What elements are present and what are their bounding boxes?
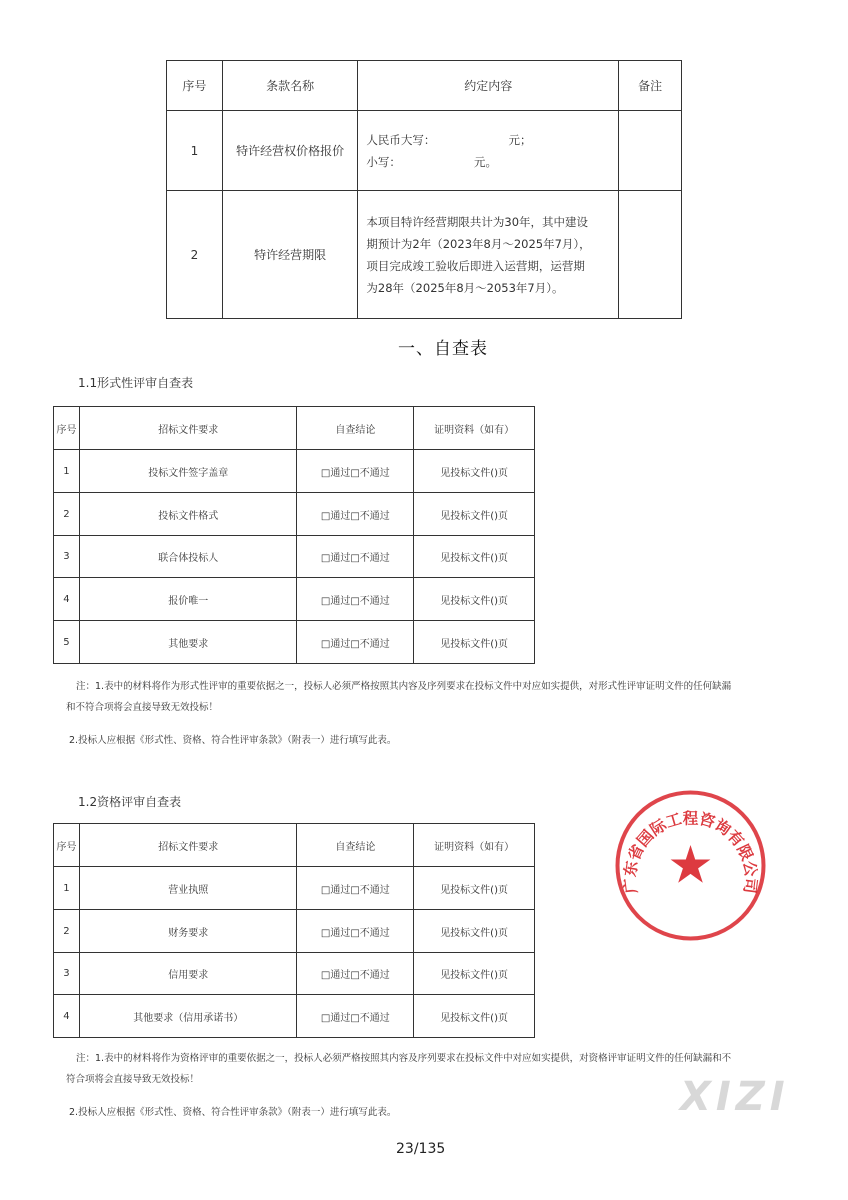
- evidence-cell: 见投标文件()页: [414, 493, 535, 536]
- remark-cell: [619, 191, 682, 319]
- seal-text: 广东省国际工程咨询有限公司: [620, 808, 761, 895]
- page-number: 23/135: [396, 1141, 446, 1157]
- row-number: 3: [54, 953, 80, 995]
- section-heading: 一、自查表: [398, 339, 488, 359]
- requirement-cell: 其他要求: [79, 621, 297, 664]
- conclusion-cell: □通过□不通过: [297, 493, 414, 536]
- qualification-review-table: [53, 823, 535, 1038]
- evidence-cell: 见投标文件()页: [414, 536, 535, 578]
- requirement-cell: 财务要求: [79, 910, 297, 953]
- table-row: [54, 621, 535, 664]
- header-cell: 序号: [167, 61, 223, 111]
- evidence-cell: 见投标文件()页: [414, 910, 535, 953]
- row-number: 4: [54, 995, 80, 1038]
- conclusion-cell: □通过□不通过: [297, 867, 414, 910]
- evidence-cell: 见投标文件()页: [414, 450, 535, 493]
- header-cell: 自查结论: [297, 824, 414, 867]
- requirement-cell: 投标文件签字盖章: [79, 450, 297, 493]
- header-cell: 证明资料（如有）: [414, 824, 535, 867]
- row-number: 1: [167, 111, 223, 191]
- form-review-title: 1.1形式性评审自查表: [78, 376, 194, 390]
- evidence-cell: 见投标文件()页: [414, 578, 535, 621]
- star-icon: [671, 845, 711, 883]
- row-number: 2: [167, 191, 223, 319]
- table-row: [54, 493, 535, 536]
- content-line: 小写： 元。: [366, 154, 498, 169]
- row-number: 5: [54, 621, 80, 664]
- header-cell: 证明资料（如有）: [414, 407, 535, 450]
- header-cell: 约定内容: [358, 61, 619, 111]
- table-row: [54, 450, 535, 493]
- company-seal-stamp: [613, 788, 768, 943]
- form-review-note-1-cont: 和不符合项将会直接导致无效投标！: [66, 702, 219, 713]
- table-row: [54, 536, 535, 578]
- requirement-cell: 联合体投标人: [79, 536, 297, 578]
- conclusion-cell: □通过□不通过: [297, 910, 414, 953]
- form-review-note-2: 2.投标人应根据《形式性、资格、符合性评审条款》（附表一）进行填写此表。: [69, 735, 397, 746]
- conclusion-cell: □通过□不通过: [297, 953, 414, 995]
- header-cell: 招标文件要求: [79, 407, 297, 450]
- row-number: 2: [54, 493, 80, 536]
- table-row: [54, 995, 535, 1038]
- qualification-review-note-2: 2.投标人应根据《形式性、资格、符合性评审条款》（附表一）进行填写此表。: [69, 1107, 397, 1118]
- content-line: 为28年（2025年8月～2053年7月）。: [366, 280, 564, 295]
- qualification-review-note-1-cont: 符合项将会直接导致无效投标！: [66, 1074, 200, 1085]
- requirement-cell: 其他要求（信用承诺书）: [79, 995, 297, 1038]
- conclusion-cell: □通过□不通过: [297, 578, 414, 621]
- conclusion-cell: □通过□不通过: [297, 450, 414, 493]
- table-header-row: [54, 407, 535, 450]
- table-row: [167, 191, 682, 319]
- clause-content: [358, 111, 619, 191]
- content-line: 人民币大写： 元；: [366, 132, 532, 147]
- table-header-row: [167, 61, 682, 111]
- table-row: [167, 111, 682, 191]
- remark-cell: [619, 111, 682, 191]
- site-watermark: XIZI: [680, 1074, 790, 1120]
- evidence-cell: 见投标文件()页: [414, 995, 535, 1038]
- header-cell: 条款名称: [222, 61, 358, 111]
- evidence-cell: 见投标文件()页: [414, 621, 535, 664]
- conclusion-cell: □通过□不通过: [297, 621, 414, 664]
- qualification-review-title: 1.2资格评审自查表: [78, 795, 182, 809]
- conclusion-cell: □通过□不通过: [297, 536, 414, 578]
- content-line: 项目完成竣工验收后即进入运营期，运营期: [366, 258, 585, 273]
- header-cell: 招标文件要求: [79, 824, 297, 867]
- requirement-cell: 营业执照: [79, 867, 297, 910]
- row-number: 2: [54, 910, 80, 953]
- header-cell: 备注: [619, 61, 682, 111]
- header-cell: 序号: [54, 407, 80, 450]
- form-review-table: [53, 406, 535, 664]
- clause-name: 特许经营期限: [222, 191, 358, 319]
- table-row: [54, 910, 535, 953]
- row-number: 4: [54, 578, 80, 621]
- row-number: 1: [54, 450, 80, 493]
- qualification-review-note-1: 注：1.表中的材料将作为资格评审的重要依据之一，投标人必须严格按照其内容及序列要求在投标文件中对应如实提供，对资格评审证明文件的任何缺漏和不: [76, 1053, 732, 1064]
- contract-terms-table: [166, 60, 682, 319]
- table-row: [54, 953, 535, 995]
- row-number: 3: [54, 536, 80, 578]
- evidence-cell: 见投标文件()页: [414, 867, 535, 910]
- form-review-note-1: 注：1.表中的材料将作为形式性评审的重要依据之一，投标人必须严格按照其内容及序列要求在投标文件中对应如实提供，对形式性评审证明文件的任何缺漏: [76, 681, 732, 692]
- requirement-cell: 报价唯一: [79, 578, 297, 621]
- row-number: 1: [54, 867, 80, 910]
- content-line: 期预计为2年（2023年8月～2025年7月），: [366, 236, 591, 251]
- content-line: 本项目特许经营期限共计为30年，其中建设: [366, 214, 589, 229]
- requirement-cell: 投标文件格式: [79, 493, 297, 536]
- header-cell: 序号: [54, 824, 80, 867]
- conclusion-cell: □通过□不通过: [297, 995, 414, 1038]
- table-row: [54, 867, 535, 910]
- requirement-cell: 信用要求: [79, 953, 297, 995]
- clause-name: 特许经营权价格报价: [222, 111, 358, 191]
- table-row: [54, 578, 535, 621]
- table-header-row: [54, 824, 535, 867]
- clause-content: [358, 191, 619, 319]
- header-cell: 自查结论: [297, 407, 414, 450]
- evidence-cell: 见投标文件()页: [414, 953, 535, 995]
